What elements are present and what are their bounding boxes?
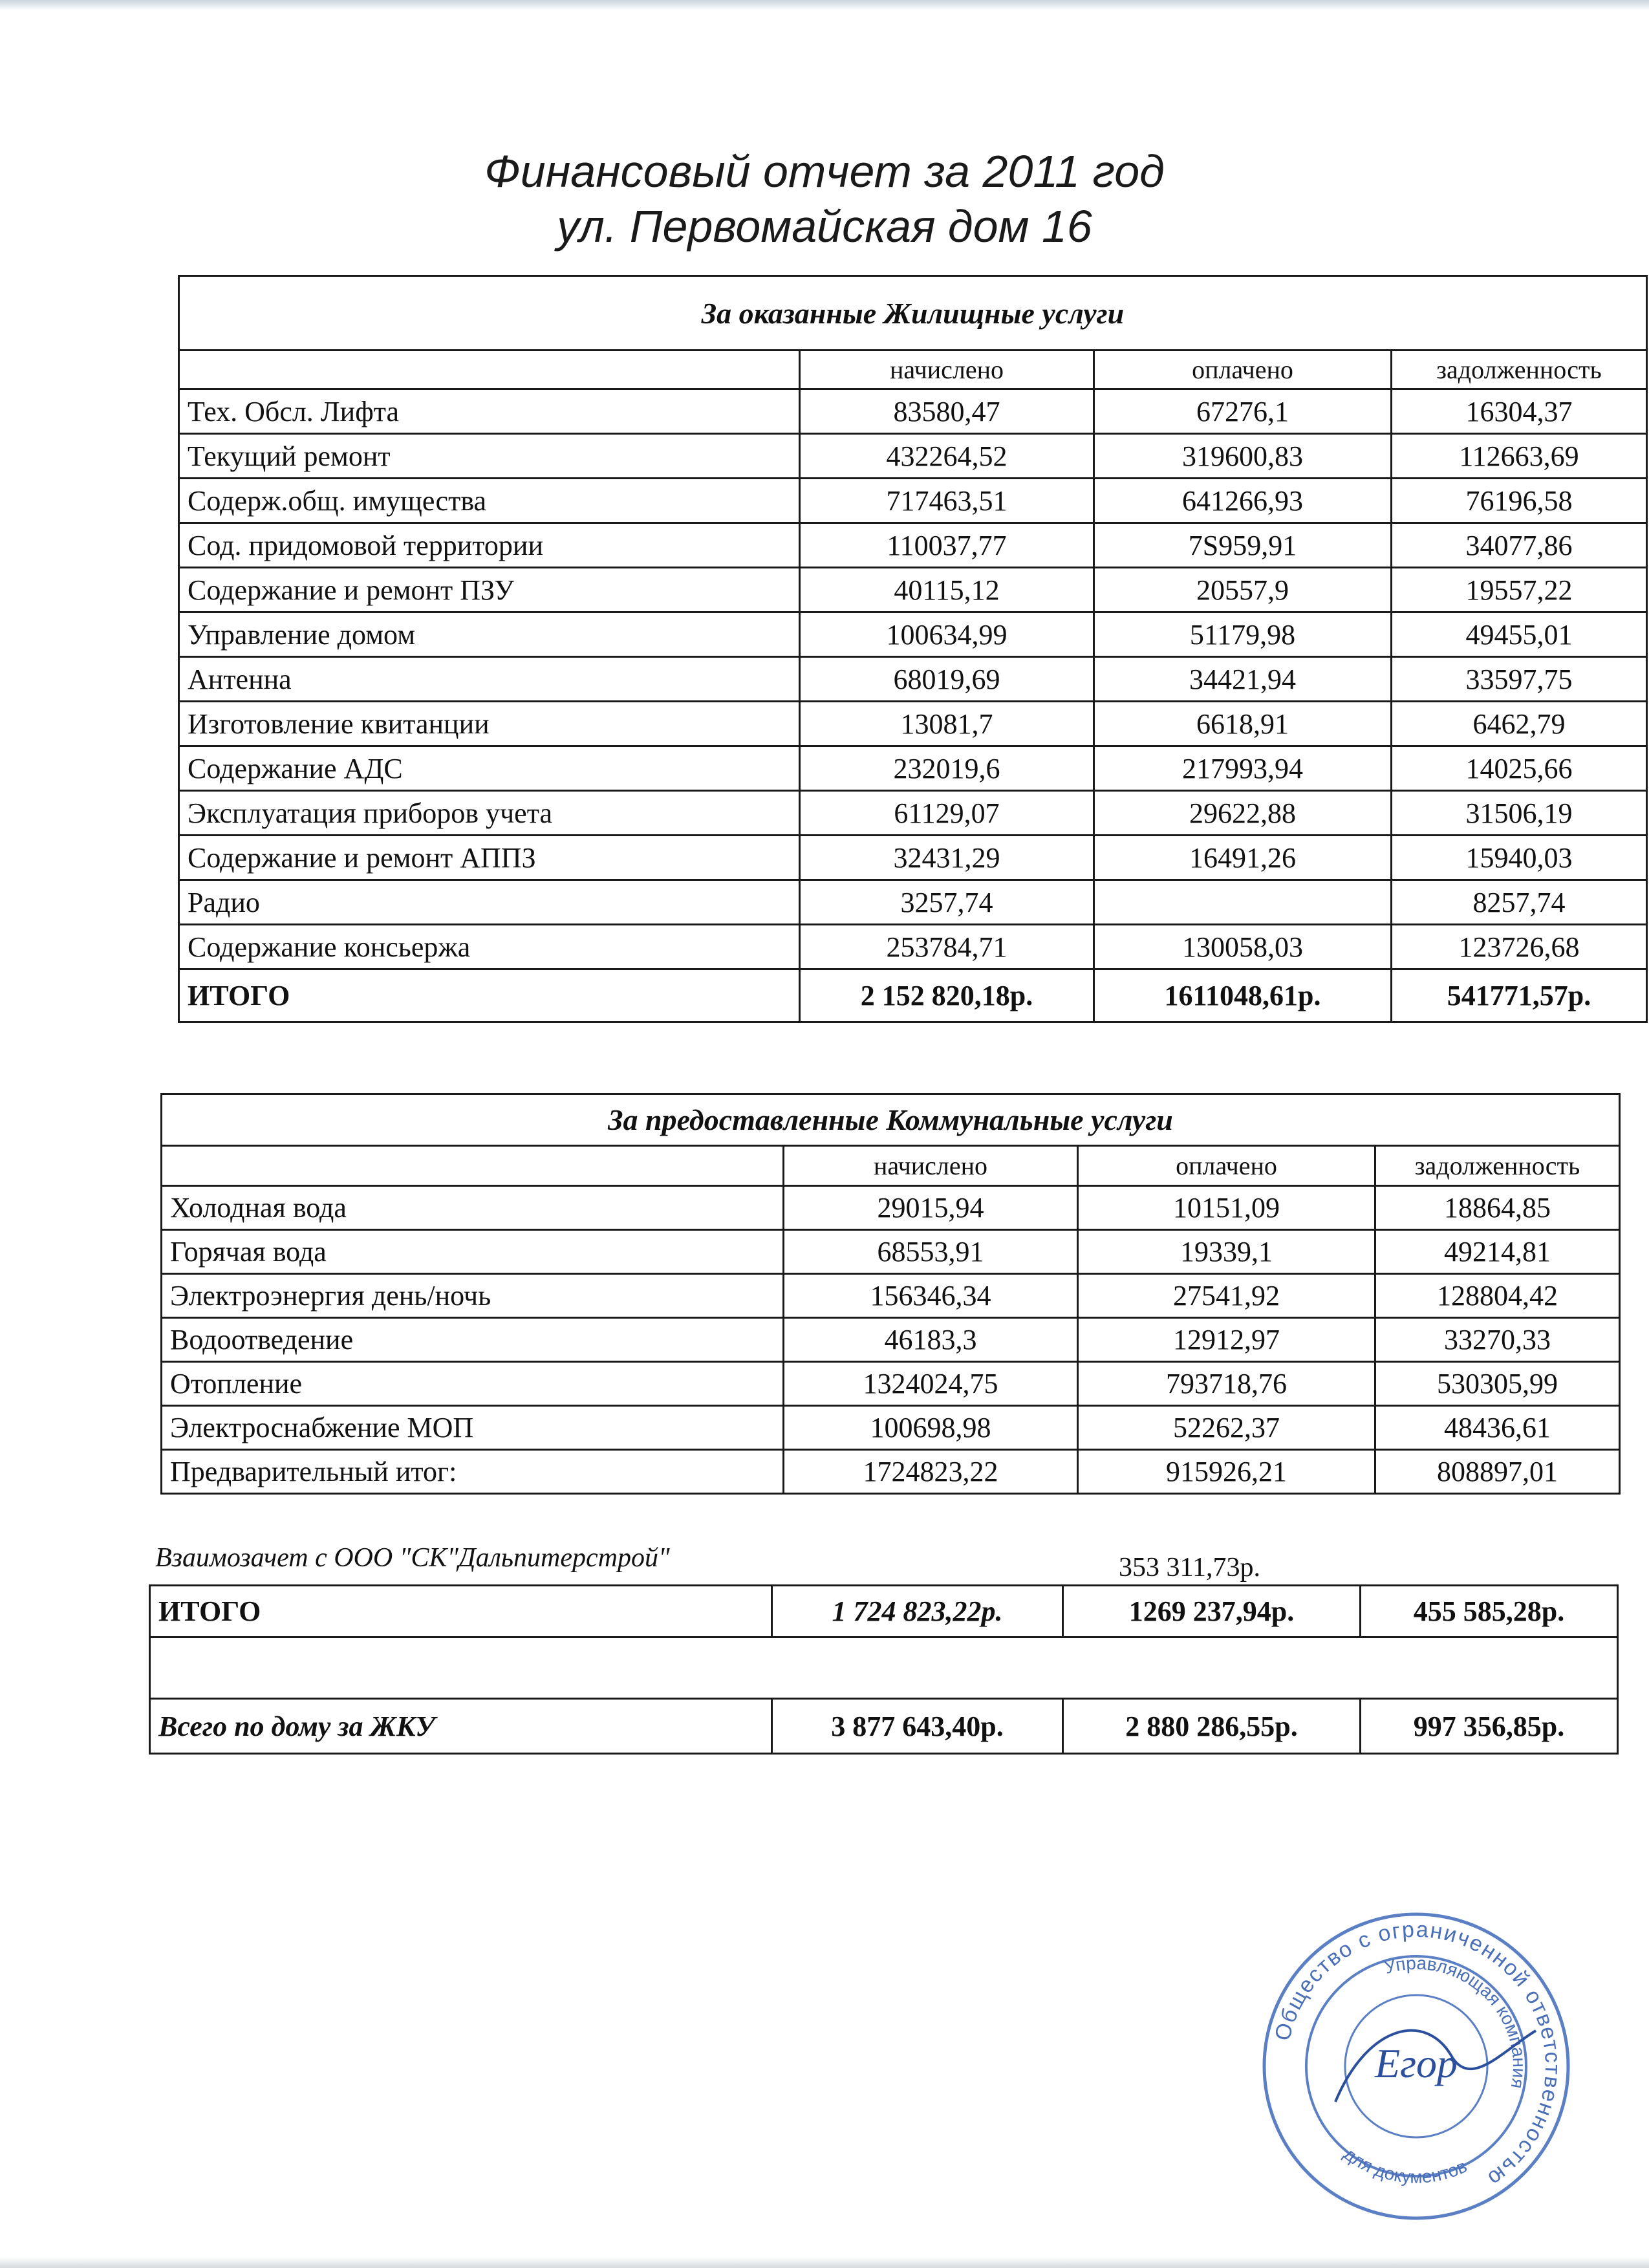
row-label: Предварительный итог:	[162, 1450, 784, 1494]
cell-paid: 319600,83	[1094, 434, 1392, 479]
grand-total-label: Всего по дому за ЖКУ	[150, 1699, 772, 1754]
cell-debt: 14025,66	[1392, 746, 1647, 791]
cell-debt: 33597,75	[1392, 657, 1647, 702]
row-label: Электроснабжение МОП	[162, 1406, 784, 1450]
table-row	[162, 1274, 1620, 1318]
table-row	[179, 791, 1647, 836]
cell-debt: 76196,58	[1392, 479, 1647, 523]
table-row	[162, 1186, 1620, 1230]
housing-total-label: ИТОГО	[179, 969, 800, 1022]
cell-accrued: 46183,3	[784, 1318, 1078, 1362]
row-label: Водоотведение	[162, 1318, 784, 1362]
cell-accrued: 1324024,75	[784, 1362, 1078, 1406]
table-row	[179, 702, 1647, 746]
cell-debt: 31506,19	[1392, 791, 1647, 836]
cell-paid	[1094, 880, 1392, 925]
cell-debt: 123726,68	[1392, 925, 1647, 969]
utilities-table	[160, 1093, 1621, 1495]
table-row	[179, 612, 1647, 657]
cell-accrued: 83580,47	[800, 389, 1094, 434]
cell-debt: 808897,01	[1375, 1450, 1620, 1494]
cell-paid: 16491,26	[1094, 836, 1392, 880]
offset-value: 353 311,73р.	[1119, 1553, 1260, 1582]
cell-debt: 128804,42	[1375, 1274, 1620, 1318]
column-header-accrued: начислено	[800, 351, 1094, 389]
table-row	[162, 1450, 1620, 1494]
row-label: Тех. Обсл. Лифта	[179, 389, 800, 434]
summary-total-debt: 455 585,28р.	[1361, 1586, 1618, 1637]
offset-label: Взаимозачет с ООО "СК"Дальпитерстрой"	[155, 1543, 670, 1573]
table-row	[179, 836, 1647, 880]
row-label: Холодная вода	[162, 1186, 784, 1230]
utilities-column-header-row	[162, 1146, 1620, 1186]
row-label: Текущий ремонт	[179, 434, 800, 479]
cell-paid: 29622,88	[1094, 791, 1392, 836]
row-label: Антенна	[179, 657, 800, 702]
cell-debt: 34077,86	[1392, 523, 1647, 568]
cell-accrued: 68019,69	[800, 657, 1094, 702]
row-label: Электроэнергия день/ночь	[162, 1274, 784, 1318]
cell-debt: 6462,79	[1392, 702, 1647, 746]
row-label: Содержание консьержа	[179, 925, 800, 969]
row-label: Содерж.общ. имущества	[179, 479, 800, 523]
cell-accrued: 32431,29	[800, 836, 1094, 880]
cell-paid: 10151,09	[1078, 1186, 1375, 1230]
svg-text:для документов	[1340, 2144, 1470, 2187]
cell-debt: 18864,85	[1375, 1186, 1620, 1230]
cell-paid: 27541,92	[1078, 1274, 1375, 1318]
cell-debt: 48436,61	[1375, 1406, 1620, 1450]
row-label: Изготовление квитанции	[179, 702, 800, 746]
cell-paid: 915926,21	[1078, 1450, 1375, 1494]
stamp-inner-text: Управляющая компания	[1382, 1952, 1530, 2090]
cell-accrued: 1724823,22	[784, 1450, 1078, 1494]
summary-spacer-row	[150, 1637, 1618, 1699]
housing-total-accrued: 2 152 820,18р.	[800, 969, 1094, 1022]
scan-edge-top	[0, 0, 1649, 10]
cell-debt: 530305,99	[1375, 1362, 1620, 1406]
cell-accrued: 432264,52	[800, 434, 1094, 479]
cell-accrued: 110037,77	[800, 523, 1094, 568]
cell-debt: 49455,01	[1392, 612, 1647, 657]
cell-paid: 130058,03	[1094, 925, 1392, 969]
housing-section-title: За оказанные Жилищные услуги	[179, 276, 1647, 351]
cell-accrued: 717463,51	[800, 479, 1094, 523]
cell-paid: 641266,93	[1094, 479, 1392, 523]
housing-column-header-row	[179, 351, 1647, 389]
summary-total-accrued: 1 724 823,22р.	[772, 1586, 1063, 1637]
row-label: Эксплуатация приборов учета	[179, 791, 800, 836]
housing-total-paid: 1611048,61р.	[1094, 969, 1392, 1022]
column-header-debt: задолженность	[1375, 1146, 1620, 1186]
table-row	[179, 657, 1647, 702]
summary-table	[149, 1584, 1619, 1755]
cell-debt: 112663,69	[1392, 434, 1647, 479]
table-row	[179, 523, 1647, 568]
cell-accrued: 61129,07	[800, 791, 1094, 836]
scan-edge-bottom	[0, 2257, 1649, 2268]
grand-total-paid: 2 880 286,55р.	[1063, 1699, 1361, 1754]
cell-paid: 217993,94	[1094, 746, 1392, 791]
row-label: Радио	[179, 880, 800, 925]
row-label: Содержание и ремонт ПЗУ	[179, 568, 800, 612]
cell-paid: 52262,37	[1078, 1406, 1375, 1450]
column-header-debt: задолженность	[1392, 351, 1647, 389]
table-row	[162, 1318, 1620, 1362]
cell-debt: 19557,22	[1392, 568, 1647, 612]
row-label: Управление домом	[179, 612, 800, 657]
cell-paid: 6618,91	[1094, 702, 1392, 746]
row-label: Отопление	[162, 1362, 784, 1406]
stamp-bottom-text: для документов	[1340, 2143, 1471, 2187]
cell-accrued: 68553,91	[784, 1230, 1078, 1274]
table-row	[162, 1362, 1620, 1406]
cell-accrued: 156346,34	[784, 1274, 1078, 1318]
table-row	[179, 389, 1647, 434]
cell-accrued: 13081,7	[800, 702, 1094, 746]
cell-accrued: 100698,98	[784, 1406, 1078, 1450]
housing-title-row	[179, 276, 1647, 351]
cell-paid: 34421,94	[1094, 657, 1392, 702]
cell-paid: 67276,1	[1094, 389, 1392, 434]
table-row	[179, 880, 1647, 925]
cell-accrued: 40115,12	[800, 568, 1094, 612]
table-row	[179, 746, 1647, 791]
cell-paid: 51179,98	[1094, 612, 1392, 657]
housing-services-table	[178, 275, 1648, 1023]
cell-debt: 16304,37	[1392, 389, 1647, 434]
summary-total-label: ИТОГО	[150, 1586, 772, 1637]
cell-debt: 8257,74	[1392, 880, 1647, 925]
cell-paid: 20557,9	[1094, 568, 1392, 612]
table-row	[162, 1230, 1620, 1274]
cell-debt: 15940,03	[1392, 836, 1647, 880]
cell-accrued: 232019,6	[800, 746, 1094, 791]
column-header-accrued: начислено	[784, 1146, 1078, 1186]
cell-paid: 7S959,91	[1094, 523, 1392, 568]
company-stamp	[1258, 1908, 1575, 2225]
column-header-paid: оплачено	[1078, 1146, 1375, 1186]
housing-total-row	[179, 969, 1647, 1022]
row-label: Сод. придомовой территории	[179, 523, 800, 568]
cell-accrued: 29015,94	[784, 1186, 1078, 1230]
cell-debt: 49214,81	[1375, 1230, 1620, 1274]
row-label: Содержание и ремонт АППЗ	[179, 836, 800, 880]
grand-total-row	[150, 1699, 1618, 1754]
summary-total-row	[150, 1586, 1618, 1637]
report-title: Финансовый отчет за 2011 год	[484, 146, 1165, 197]
cell-debt: 33270,33	[1375, 1318, 1620, 1362]
table-row	[179, 568, 1647, 612]
table-row	[162, 1406, 1620, 1450]
grand-total-accrued: 3 877 643,40р.	[772, 1699, 1063, 1754]
cell-accrued: 3257,74	[800, 880, 1094, 925]
utilities-section-title: За предоставленные Коммунальные услуги	[162, 1094, 1620, 1146]
cell-paid: 19339,1	[1078, 1230, 1375, 1274]
summary-total-paid: 1269 237,94р.	[1063, 1586, 1361, 1637]
stamp-outer-text: Общество с ограниченной ответственностью	[1270, 1917, 1566, 2192]
column-header-paid: оплачено	[1094, 351, 1392, 389]
row-label: Горячая вода	[162, 1230, 784, 1274]
housing-total-debt: 541771,57р.	[1392, 969, 1647, 1022]
cell-accrued: 100634,99	[800, 612, 1094, 657]
table-row	[179, 434, 1647, 479]
grand-total-debt: 997 356,85р.	[1361, 1699, 1618, 1754]
cell-accrued: 253784,71	[800, 925, 1094, 969]
report-address: ул. Первомайская дом 16	[557, 201, 1092, 252]
utilities-title-row	[162, 1094, 1620, 1146]
table-row	[179, 925, 1647, 969]
table-row	[179, 479, 1647, 523]
cell-paid: 12912,97	[1078, 1318, 1375, 1362]
stamp-signature: Егор	[1374, 2040, 1458, 2086]
cell-paid: 793718,76	[1078, 1362, 1375, 1406]
row-label: Содержание АДС	[179, 746, 800, 791]
